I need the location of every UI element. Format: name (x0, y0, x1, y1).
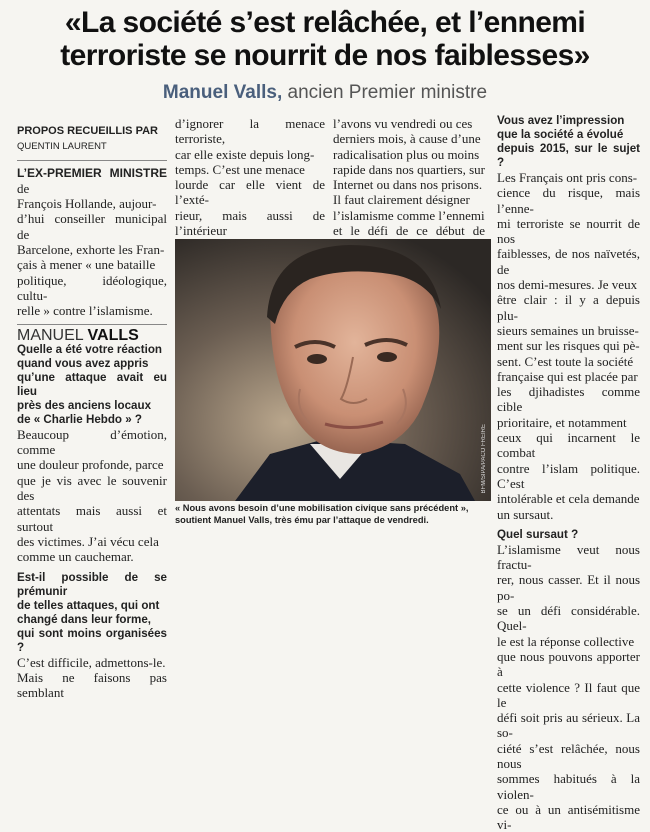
answer-line: ment sur les risques qui pè- (497, 338, 640, 354)
intro-line: Barcelone, exhorte les Fran- (17, 242, 165, 258)
photo-caption (175, 502, 491, 526)
question-line: depuis 2015, sur le sujet ? (497, 142, 640, 169)
question-line: près des anciens locaux (17, 398, 152, 412)
column-1 (17, 124, 167, 700)
answer-line: rer, nous casser. Et il nous po- (497, 572, 640, 603)
portrait-photo (175, 239, 491, 501)
answer-line: que je vis avec le souvenir des (17, 472, 167, 504)
answer-line: comme un cauchemar. (17, 549, 134, 565)
question-line: Quelle a été votre réaction (17, 342, 162, 356)
text-line: car elle existe depuis long- (175, 146, 315, 162)
intro-line: çais à mener « une bataille (17, 257, 156, 273)
answer-line: des victimes. J’ai vécu cela (17, 533, 159, 549)
portrait-illustration (175, 239, 491, 501)
question-line: de telles attaques, qui ont (17, 598, 160, 612)
byline-name: Manuel Valls, (162, 82, 283, 103)
answer-line: mi terroriste se nourrit de nos (497, 215, 640, 247)
answer-1 (17, 427, 167, 565)
answer-line: L’islamisme veut nous fractu- (497, 541, 640, 573)
byline (0, 82, 650, 104)
divider (17, 160, 167, 161)
credits-label: PROPOS RECUEILLIS PAR (17, 125, 158, 137)
credits-author: QUENTIN LAURENT (17, 141, 107, 153)
answer-line: C’est difficile, admettons-le. (17, 654, 166, 670)
question-line: Quel sursaut ? (497, 527, 579, 541)
answer-2 (17, 655, 167, 701)
question-line: changé dans leur forme, (17, 612, 152, 626)
answer-line: cience du risque, mais l’enne- (497, 185, 640, 216)
answer-line: sommes habitués à la violen- (497, 771, 640, 802)
question-line: quand vous avez appris (17, 356, 149, 370)
speaker-first: MANUEL (17, 326, 88, 344)
answer-line: un sursaut. (497, 506, 554, 522)
answer-line: faiblesses, de nos naïvetés, de (497, 246, 640, 277)
answer-line: cette violence ? Il faut que le (497, 679, 640, 710)
intro-line: relle » contre l’islamisme. (17, 303, 153, 319)
headline-line-2: terroriste se nourrit de nos faiblesses» (60, 39, 590, 72)
intro-line: François Hollande, aujour- (17, 196, 157, 212)
answer-line: sieurs semaines un bruisse- (497, 322, 639, 338)
caption-line-2: soutient Manuel Valls, très ému par l’attaque de vendredi. (175, 515, 429, 525)
text-line: et le défi de ce début de (333, 223, 485, 239)
answer-line: que nous pouvons apporter à (497, 648, 640, 680)
text-line: Il faut clairement désigner (333, 192, 470, 208)
question-line: de « Charlie Hebdo » ? (17, 412, 142, 426)
question-2 (17, 571, 167, 655)
answer-line: une douleur profonde, parce (17, 457, 164, 473)
text-line: l’islamisme comme l’ennemi (333, 207, 485, 223)
answer-line: le est la réponse collective (497, 633, 635, 649)
text-line: Internet ou dans nos prisons. (333, 177, 483, 193)
answer-line: les djihadistes comme cible (497, 384, 640, 415)
answer-3 (497, 170, 640, 522)
speaker-label (17, 328, 167, 343)
text-line: rapide dans nos quartiers, sur (333, 161, 485, 177)
answer-line: prioritaire, et notamment (497, 414, 627, 430)
answer-line: se un défi considérable. Quel- (497, 603, 640, 634)
answer-line: intolérable et cela demande (497, 491, 640, 507)
answer-line: contre l’islam politique. C’est (497, 460, 640, 491)
text-line: radicalisation plus ou moins (333, 146, 480, 162)
answer-line: être clair : il y a depuis plu- (497, 292, 640, 323)
photo-credit: BFM/SIPA/PACO FREIRE (481, 423, 487, 493)
caption-line-1: « Nous avons besoin d’une mobilisation civique sans précédent », (175, 503, 469, 513)
question-line: qui sont moins organisées ? (17, 626, 167, 654)
answer-line: française qui est placée par (497, 368, 638, 384)
question-4 (497, 528, 640, 542)
intro-line: d’hui conseiller municipal de (17, 211, 167, 242)
answer-4 (497, 542, 640, 832)
answer-line: Beaucoup d’émotion, comme (17, 426, 167, 458)
text-line: lourde car elle vient de l’exté- (175, 177, 325, 208)
intro-paragraph (17, 165, 167, 319)
answer-line: ce ou à un antisémitisme vi- (497, 801, 640, 832)
answer-line: nos demi-mesures. Je veux (497, 277, 638, 293)
answer-line: défi soit pris au sérieux. La so- (497, 710, 640, 741)
answer-line: sent. C’est toute la société (497, 353, 634, 369)
question-line: que la société a évolué (497, 128, 624, 141)
intro-line-1-rest: de (17, 180, 30, 196)
text-line: d’ignorer la menace terroriste, (175, 116, 325, 147)
text-line: derniers mois, à cause d’une (333, 131, 481, 147)
question-line: qu’une attaque avait eu lieu (17, 370, 167, 398)
speaker-last: VALLS (87, 326, 139, 344)
answer-line: Les Français ont pris cons- (497, 170, 638, 185)
text-line: temps. C’est une menace (175, 161, 305, 177)
answer-line: ceux qui incarnent le combat (497, 430, 640, 461)
answer-line: ciété s’est relâchée, nous nous (497, 740, 640, 771)
question-1 (17, 343, 167, 427)
intro-lead: L’EX-PREMIER MINISTRE (17, 165, 167, 180)
answer-line: attentats mais aussi et surtout (17, 503, 167, 534)
answer-line: Mais ne faisons pas semblant (17, 669, 167, 701)
text-line: rieur, mais aussi de l’intérieur (175, 207, 325, 239)
headline (0, 6, 650, 72)
question-3 (497, 114, 640, 170)
headline-line-1: «La société s’est relâchée, et l’ennemi (64, 6, 586, 39)
column-4 (497, 114, 640, 832)
divider (17, 324, 167, 325)
byline-role: ancien Premier ministre (287, 82, 488, 103)
column-3 (333, 116, 485, 254)
text-line: l’avons vu vendredi ou ces (333, 116, 473, 131)
intro-line: politique, idéologique, cultu- (17, 272, 167, 303)
question-line: Vous avez l’impression (497, 114, 625, 127)
question-line: Est-il possible de se prémunir (17, 570, 167, 598)
